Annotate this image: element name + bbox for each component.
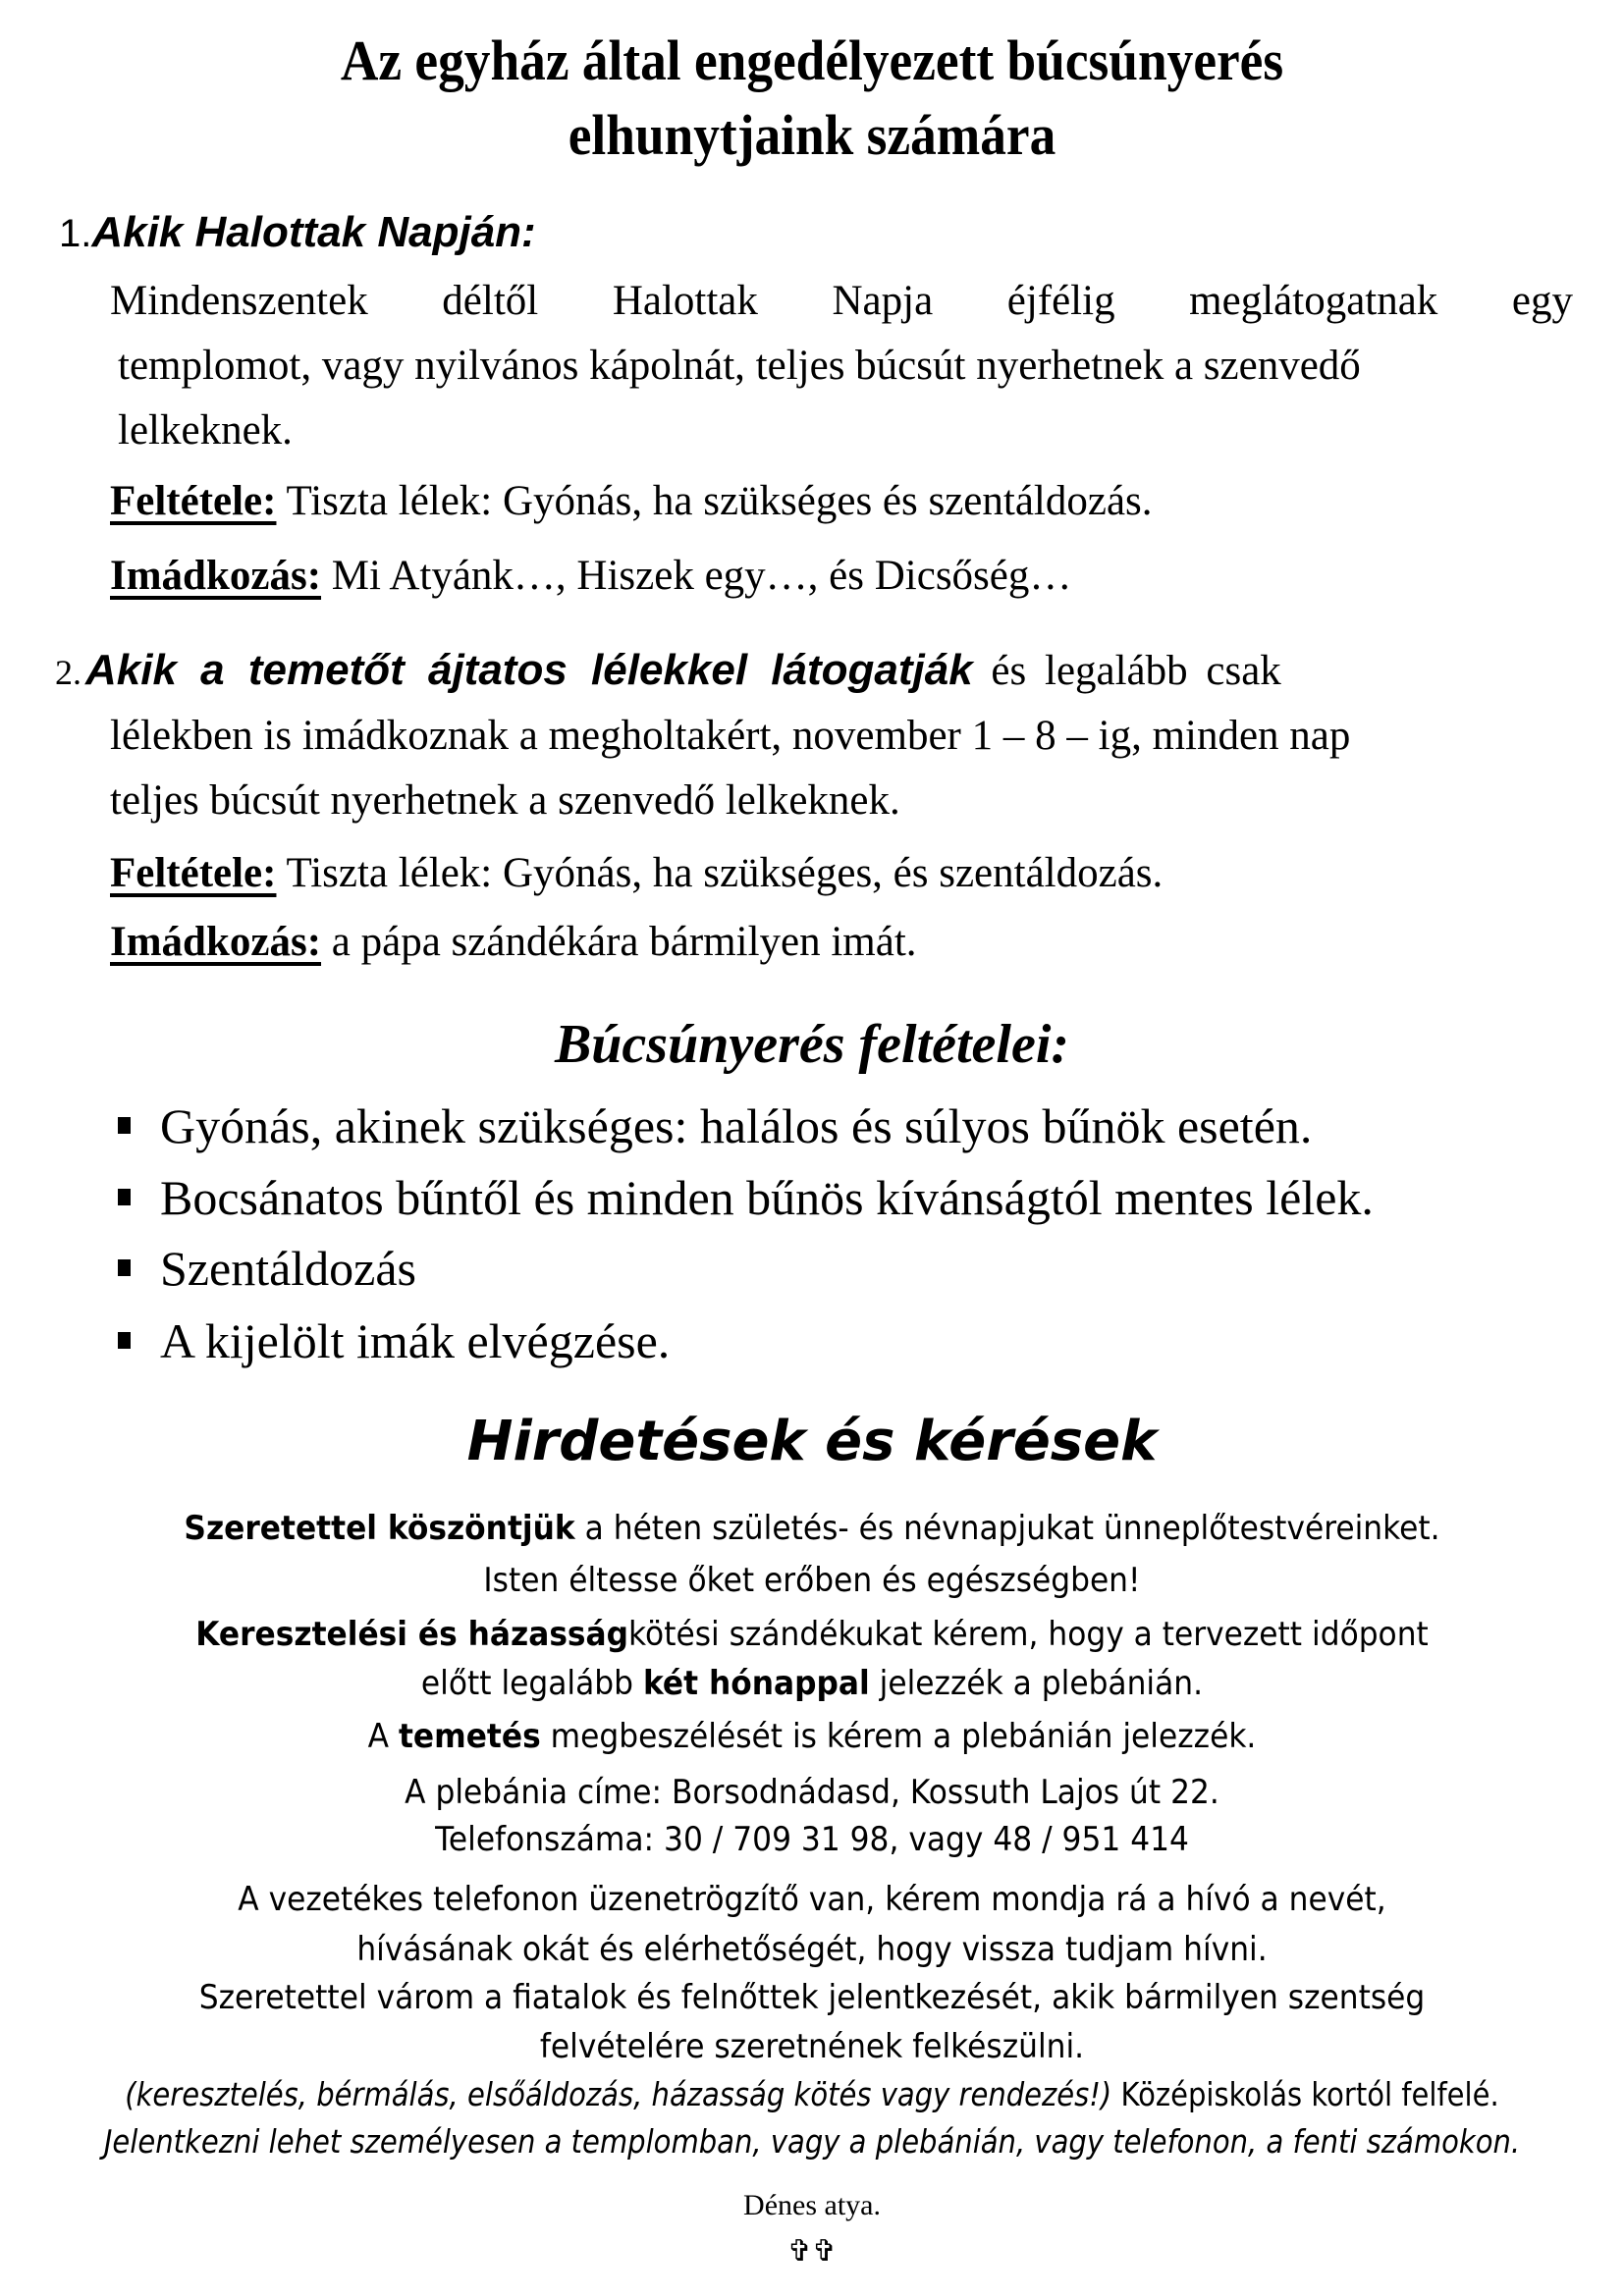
greeting-line xyxy=(65,1509,1559,1548)
apply-line: Jelentkezni lehet személyesen a templomban, vagy a plebánián, vagy telefonon, a fenti számokon. xyxy=(103,2122,1521,2161)
section1-number: 1. xyxy=(59,212,92,255)
condition-item xyxy=(118,1240,416,1297)
condition-item xyxy=(118,1097,1312,1154)
section2-line1: lélekben is imádkoznak a megholtakért, november 1 – 8 – ig, minden nap xyxy=(110,713,1351,759)
baptism-bold2: két hónappal xyxy=(642,1664,870,1703)
section2-prayer xyxy=(110,918,917,966)
announcements-heading: Hirdetések és kérések xyxy=(466,1410,1158,1473)
sacraments-rest: Középiskolás kortól felfelé. xyxy=(1111,2075,1499,2113)
document-title-line2: elhunytjaink számára xyxy=(568,103,1056,167)
greeting-bold: Szeretettel köszöntjük xyxy=(184,1509,575,1548)
section1-condition-label: Feltétele: xyxy=(110,478,277,524)
funeral-line xyxy=(65,1717,1559,1756)
funeral-bold: temetés xyxy=(398,1717,541,1756)
baptism-rest2: jelezzék a plebánián. xyxy=(869,1664,1204,1703)
bullet-square-icon xyxy=(118,1189,131,1205)
conditions-heading: Búcsúnyerés feltételei: xyxy=(554,1014,1070,1075)
section1-prayer-text: Mi Atyánk…, Hiszek egy…, és Dicsőség… xyxy=(321,553,1072,599)
condition-item xyxy=(118,1169,1374,1226)
section1-prayer xyxy=(110,552,1071,600)
section2-heading-row xyxy=(55,646,1573,695)
baptism-line1 xyxy=(65,1615,1559,1654)
section1-heading-row xyxy=(59,208,536,257)
section1-prayer-label: Imádkozás: xyxy=(110,553,322,599)
document-title-line1: Az egyház által engedélyezett búcsúnyerés xyxy=(340,28,1284,92)
sacraments-italic: (keresztelés, bérmálás, elsőáldozás, házasság kötés vagy rendezés!) xyxy=(125,2075,1112,2113)
youth-line2: felvételére szeretnének felkészülni. xyxy=(539,2027,1085,2066)
double-cross-icon: ✞✞ xyxy=(786,2234,838,2269)
answering-line2: hívásának okát és elérhetőségét, hogy vissza tudjam hívni. xyxy=(356,1930,1268,1969)
section2-line2: teljes búcsút nyerhetnek a szenvedő lelkeknek. xyxy=(110,777,900,824)
condition-item-text: Bocsánatos bűntől és minden bűnös kívánságtól mentes lélek. xyxy=(160,1170,1374,1225)
bullet-square-icon xyxy=(118,1259,131,1276)
bullet-square-icon xyxy=(118,1332,131,1349)
funeral-rest: megbeszélését is kérem a plebánián jelezzék. xyxy=(540,1717,1257,1756)
condition-item-text: A kijelölt imák elvégzése. xyxy=(160,1313,671,1368)
funeral-pre: A xyxy=(367,1717,399,1756)
baptism-line2 xyxy=(65,1664,1559,1703)
youth-line1: Szeretettel várom a fiatalok és felnőttek jelentkezését, akik bármilyen szentség xyxy=(198,1978,1426,2017)
section2-heading: Akik a temetőt ájtatos lélekkel látogatják xyxy=(85,646,973,694)
baptism-bold1: Keresztelési és házasság xyxy=(195,1615,629,1654)
answering-line1: A vezetékes telefonon üzenetrögzítő van, kérem mondja rá a hívó a nevét, xyxy=(238,1880,1386,1919)
section1-line3: lelkeknek. xyxy=(118,407,293,454)
baptism-pre2: előtt legalább xyxy=(420,1664,643,1703)
section1-line2: templomot, vagy nyilvános kápolnát, teljes búcsút nyerhetnek a szenvedő xyxy=(118,343,1361,389)
section1-condition-text: Tiszta lélek: Gyónás, ha szükséges és szentáldozás. xyxy=(276,478,1153,524)
phone-line: Telefonszáma: 30 / 709 31 98, vagy 48 / 951 414 xyxy=(435,1820,1189,1859)
section1-heading: Akik Halottak Napján: xyxy=(91,208,536,256)
blessing-line: Isten éltesse őket erőben és egészségben! xyxy=(483,1561,1141,1600)
section2-heading-rest: és legalább csak xyxy=(972,648,1281,694)
section1-line1: Mindenszentek déltől Halottak Napja éjfélig meglátogatnak egy xyxy=(110,278,1573,324)
condition-item-text: Szentáldozás xyxy=(160,1241,417,1296)
section2-prayer-text: a pápa szándékára bármilyen imát. xyxy=(321,919,917,965)
section2-condition xyxy=(110,849,1163,897)
baptism-rest1: kötési szándékukat kérem, hogy a tervezett időpont xyxy=(628,1615,1429,1654)
section2-condition-label: Feltétele: xyxy=(110,850,277,896)
bullet-square-icon xyxy=(118,1117,131,1134)
condition-item xyxy=(118,1312,670,1369)
condition-item-text: Gyónás, akinek szükséges: halálos és súlyos bűnök esetén. xyxy=(160,1098,1313,1153)
greeting-rest: a héten születés- és névnapjukat ünneplőtestvéreinket. xyxy=(574,1509,1440,1548)
section2-prayer-label: Imádkozás: xyxy=(110,919,322,965)
signature-name: Dénes atya. xyxy=(743,2189,881,2221)
section2-condition-text: Tiszta lélek: Gyónás, ha szükséges, és szentáldozás. xyxy=(276,850,1164,896)
address-line: A plebánia címe: Borsodnádasd, Kossuth Lajos út 22. xyxy=(405,1773,1219,1812)
section2-number: 2. xyxy=(55,653,81,692)
sacraments-line xyxy=(97,2075,1527,2113)
section1-condition xyxy=(110,477,1153,525)
